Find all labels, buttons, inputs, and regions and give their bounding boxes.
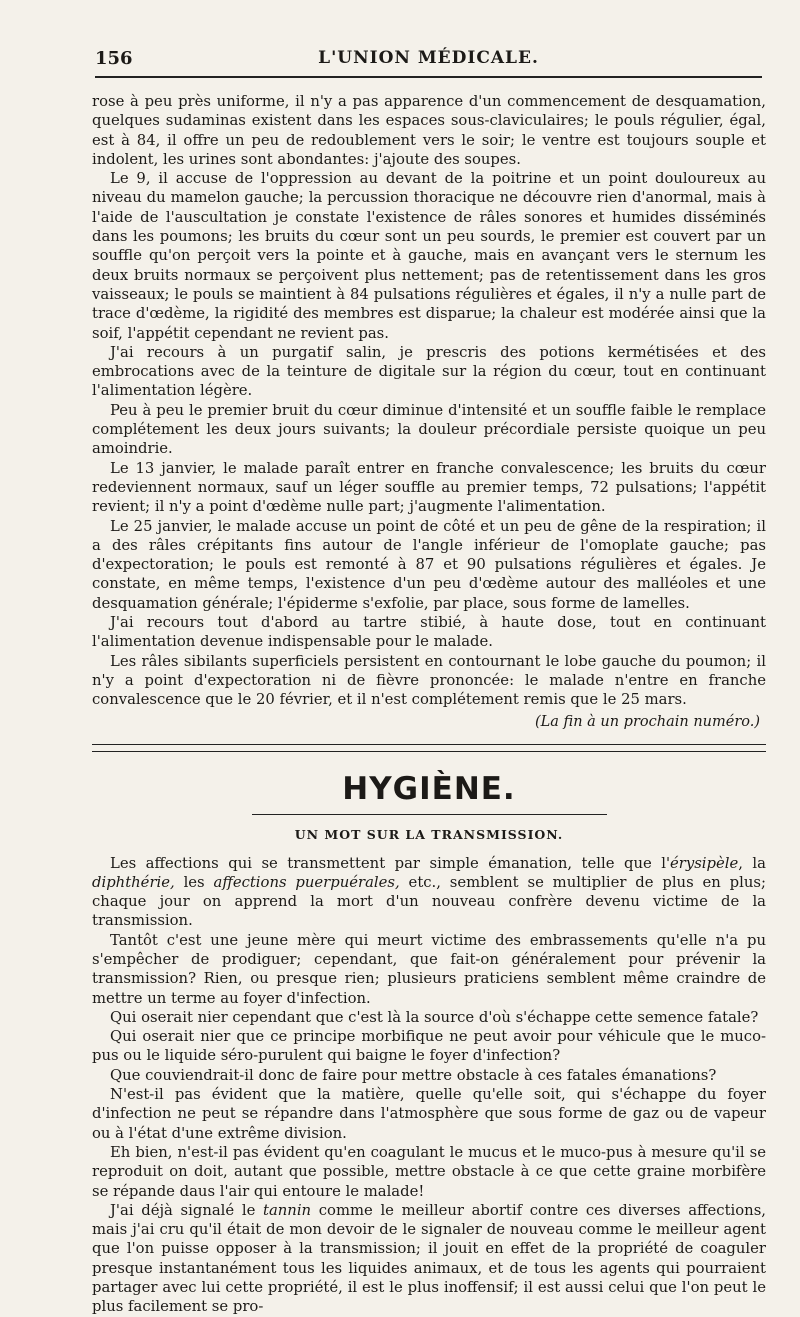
paragraph: J'ai recours à un purgatif salin, je prescris des potions kermétisées et des embrocations avec de la teinture de digitale sur la région du cœur, tout en continuant l'alimentation légère. bbox=[92, 343, 766, 400]
paragraph: Qui oserait nier que ce principe morbifique ne peut avoir pour véhicule que le muco-pus ou le liquide séro-purulent qui baigne le foyer d'infection? bbox=[92, 1028, 766, 1065]
paragraph: Que couviendrait-il donc de faire pour mettre obstacle à ces fatales émanations? bbox=[110, 1066, 717, 1084]
paragraph: Peu à peu le premier bruit du cœur diminue d'intensité et un souffle faible le remplace complétement les deux jours suivants; la douleur précordiale persiste quoique un peu amoindrie. bbox=[92, 401, 766, 458]
text-run: les bbox=[174, 873, 214, 891]
paragraph: Eh bien, n'est-il pas évident qu'en coagulant le mucus et le muco-pus à mesure qu'il se reproduit on doit, autant que possible, mettre obstacle à ce que cette graine morbifère se répande daus l'air qui entoure le malade! bbox=[92, 1143, 766, 1200]
emphasis: tannin bbox=[263, 1201, 312, 1219]
continuation-note: (La fin à un prochain numéro.) bbox=[534, 713, 760, 730]
page-number: 156 bbox=[95, 48, 133, 69]
paragraph: Le 13 janvier, le malade paraît entrer en franche convalescence; les bruits du cœur redeviennent normaux, sauf un léger souffle au premier temps, 72 pulsations; l'appétit revient; il n'y a point d'œdème nulle part; j'augmente l'alimentation. bbox=[92, 459, 766, 516]
paragraph: J'ai recours tout d'abord au tartre stibié, à haute dose, tout en continuant l'alimentation devenue indispensable pour le malade. bbox=[92, 614, 766, 651]
paragraph bbox=[92, 1201, 766, 1317]
paragraph: Le 9, il accuse de l'oppression au devant de la poitrine et un point douloureux au niveau du mamelon gauche; la percussion thoracique ne découvre rien d'anormal, mais à l'aide de l'auscultation je constate l'existence de râles sonores et humides disséminés dans les poumons; les bruits du cœur sont un peu sourds, le premier est couvert par un souffle qu'on perçoit vers la pointe et à gauche, mais en avançant vers le sternum les deux bruits normaux se perçoivent plus nettement; pas de retentissement dans les gros vaisseaux; le pouls se maintient à 84 pulsations régulières et égales, il n'y a nulle part de trace d'œdème, la rigidité des membres est disparue; la chaleur est modérée ainsi que la soif, l'appétit cependant ne revient pas. bbox=[92, 170, 766, 342]
text-run: comme le meilleur abortif contre ces diverses affections, mais j'ai cru qu'il était de mon devoir de le signaler de nouveau comme le meilleur agent que l'on puisse opposer à la transmission; il jouit en effet de la propriété de coaguler presque instantanément tous les liquides animaux, et de tous les agents qui pourraient partager avec lui cette propriété, il est le plus inoffensif; il est aussi celui que l'on peut le plus facilement se pro- bbox=[92, 1201, 766, 1316]
section-title: HYGIÈNE. bbox=[342, 770, 516, 807]
paragraph: Le 25 janvier, le malade accuse un point de côté et un peu de gêne de la respiration; il a des râles crépitants fins autour de l'angle inférieur de l'omoplate gauche; pas d'expectoration; le pouls est remonté à 87 et 90 pulsations régulières et égales. Je constate, en même temps, l'existence d'un peu d'œdème autour des malléoles et une desquamation générale; l'épiderme s'exfolie, par place, sous forme de lamelles. bbox=[92, 517, 766, 612]
paragraph: rose à peu près uniforme, il n'y a pas apparence d'un commencement de desquamation, quelques sudaminas existent dans les espaces sous-claviculaires; le pouls régulier, égal, est à 84, il offre un peu de redoublement vers le soir; le ventre est toujours souple et indolent, les urines sont abondantes: j'ajoute des soupes. bbox=[92, 93, 766, 168]
emphasis: diphthérie, bbox=[92, 873, 175, 891]
header-rule bbox=[95, 76, 762, 78]
text-run: J'ai déjà signalé le bbox=[110, 1201, 263, 1219]
section-divider bbox=[92, 744, 766, 752]
emphasis: affections puerpuérales, bbox=[213, 873, 400, 891]
running-head: L'UNION MÉDICALE. bbox=[318, 48, 539, 68]
article-subtitle: UN MOT SUR LA TRANSMISSION. bbox=[294, 826, 564, 842]
text-run: etc., semblent se multiplier de plus en plus; chaque jour on apprend la mort d'un nouveau confrère devenu victime de la transmission. bbox=[92, 873, 766, 930]
paragraph: Tantôt c'est une jeune mère qui meurt victime des embrassements qu'elle n'a pu s'empêcher de prodiguer; cependant, que fait-on généralement pour prévenir la transmission? Rien, ou presque rien; plusieurs praticiens semblent même craindre de mettre un terme au foyer d'infection. bbox=[92, 931, 766, 1007]
paragraph bbox=[92, 854, 766, 931]
text-run: Les affections qui se transmettent par simple émanation, telle que l' bbox=[110, 854, 671, 872]
title-rule bbox=[252, 814, 607, 815]
paragraph: Les râles sibilants superficiels persistent en contournant le lobe gauche du poumon; il n'y a point d'expectoration ni de fièvre prononcée: le malade n'entre en franche convalescence que le 20 février, et il n'est complétement remis que le 25 mars. bbox=[92, 652, 766, 709]
emphasis: érysipèle bbox=[670, 854, 739, 872]
paragraph: Qui oserait nier cependant que c'est là la source d'où s'échappe cette semence fatale? bbox=[110, 1008, 759, 1026]
paragraph: N'est-il pas évident que la matière, quelle qu'elle soit, qui s'échappe du foyer d'infection ne peut se répandre dans l'atmosphère que sous forme de gaz ou de vapeur ou à l'état d'une extrême division. bbox=[92, 1086, 766, 1142]
article-body bbox=[92, 92, 766, 1317]
text-run: , la bbox=[738, 854, 766, 872]
page-header bbox=[95, 44, 762, 74]
